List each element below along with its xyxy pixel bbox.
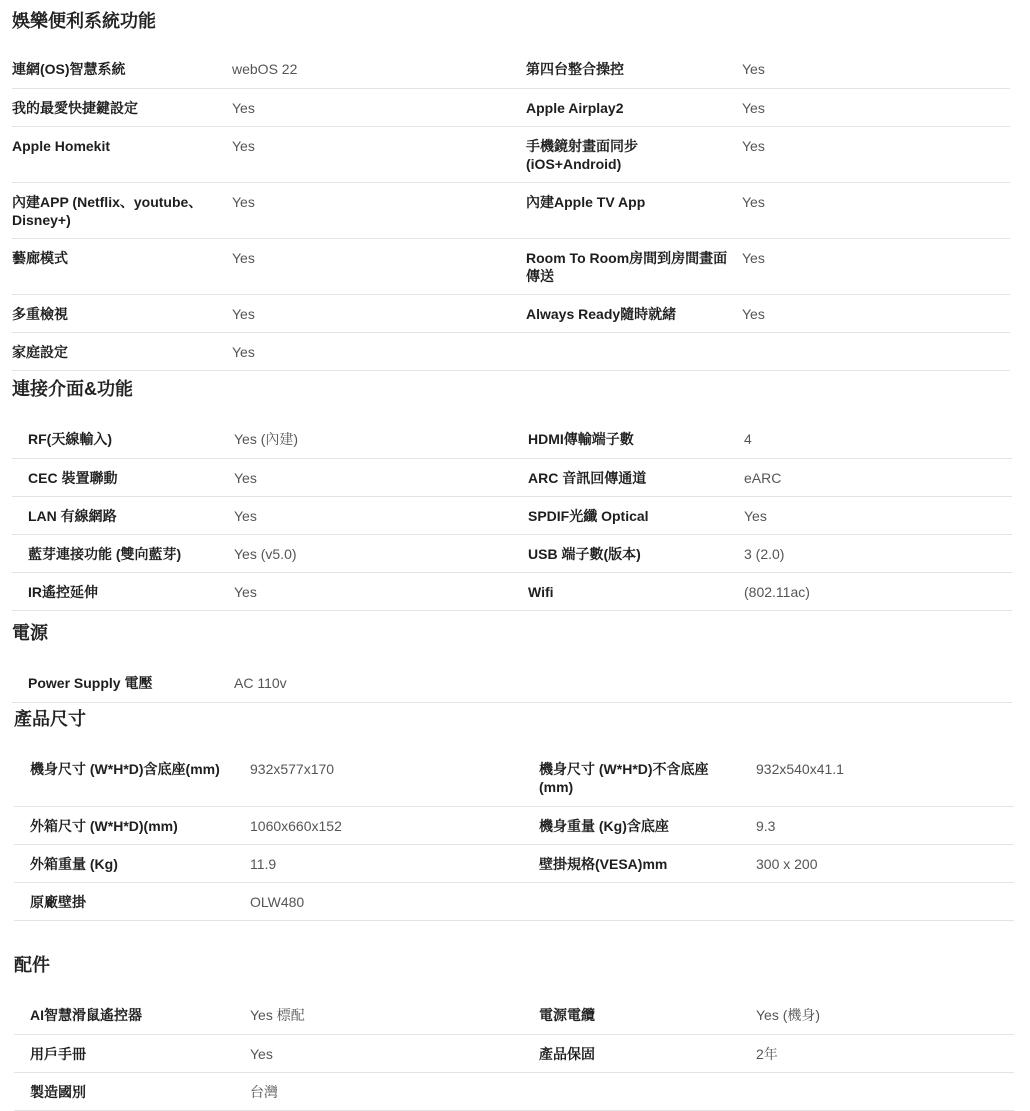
section-title: 配件 bbox=[14, 955, 50, 975]
spec-value: Yes bbox=[742, 193, 765, 210]
table-row bbox=[12, 88, 1010, 126]
spec-label: USB 端子數(版本) bbox=[528, 545, 641, 562]
spec-label: 內建Apple TV App bbox=[526, 193, 646, 210]
section-accessories bbox=[14, 954, 1014, 1111]
table-row bbox=[14, 806, 1014, 844]
spec-label: 藝廊模式 bbox=[12, 249, 68, 266]
spec-value bbox=[742, 333, 1010, 351]
spec-value: Yes bbox=[232, 249, 255, 266]
section-entertainment bbox=[12, 10, 1010, 371]
spec-value: Yes bbox=[742, 137, 765, 154]
spec-value: 1060x660x152 bbox=[250, 817, 342, 834]
spec-label bbox=[539, 883, 746, 901]
spec-value: Yes (內建) bbox=[234, 431, 299, 447]
spec-label: 連網(OS)智慧系統 bbox=[12, 61, 126, 77]
section-power bbox=[12, 622, 1012, 703]
spec-label bbox=[528, 664, 744, 682]
spec-value: Yes bbox=[234, 583, 257, 600]
spec-value: Yes bbox=[234, 469, 257, 486]
section-connectivity bbox=[12, 378, 1012, 611]
table-row bbox=[12, 182, 1010, 238]
spec-value: 932x540x41.1 bbox=[756, 761, 844, 777]
spec-label: 我的最愛快捷鍵設定 bbox=[12, 99, 138, 116]
spec-value: Yes bbox=[232, 343, 255, 360]
table-row bbox=[12, 572, 1012, 610]
spec-label: 製造國別 bbox=[30, 1083, 86, 1100]
spec-label: Wifi bbox=[528, 583, 554, 600]
spec-label: 電源電纜 bbox=[539, 1007, 595, 1023]
spec-value: Yes bbox=[742, 305, 765, 322]
table-row bbox=[12, 238, 1010, 294]
spec-label: HDMI傳輸端子數 bbox=[528, 431, 634, 447]
table-row bbox=[14, 750, 1014, 806]
spec-table bbox=[12, 420, 1012, 611]
spec-value: Yes bbox=[742, 61, 765, 77]
spec-value: 11.9 bbox=[250, 855, 277, 872]
spec-value: webOS 22 bbox=[232, 61, 298, 77]
spec-label bbox=[526, 333, 742, 351]
spec-value: (802.11ac) bbox=[744, 583, 810, 600]
spec-label: 機身尺寸 (W*H*D)含底座(mm) bbox=[30, 761, 220, 777]
spec-label: RF(天線輸入) bbox=[28, 431, 112, 447]
spec-value: Yes bbox=[234, 507, 257, 524]
spec-value bbox=[756, 883, 1014, 901]
spec-label: 產品保固 bbox=[539, 1045, 595, 1062]
spec-value: 932x577x170 bbox=[250, 761, 335, 777]
spec-value: Yes 標配 bbox=[250, 1007, 305, 1023]
spec-label: 家庭設定 bbox=[12, 343, 68, 360]
spec-value: Yes bbox=[744, 507, 767, 524]
spec-label: Power Supply 電壓 bbox=[28, 675, 153, 691]
spec-label: ARC 音訊回傳通道 bbox=[528, 469, 647, 486]
spec-value: Yes bbox=[742, 99, 765, 116]
table-row bbox=[14, 1072, 1014, 1110]
spec-label: 用戶手冊 bbox=[30, 1045, 86, 1062]
spec-value: 3 (2.0) bbox=[744, 545, 785, 562]
spec-value: eARC bbox=[744, 469, 782, 486]
spec-label: Apple Homekit bbox=[12, 137, 111, 154]
spec-label: 內建APP (Netflix、youtube、Disney+) bbox=[12, 193, 203, 228]
spec-label: 多重檢視 bbox=[12, 305, 68, 322]
spec-value: Yes (機身) bbox=[756, 1007, 821, 1023]
spec-value: 4 bbox=[744, 431, 752, 447]
spec-label: IR遙控延伸 bbox=[28, 583, 98, 600]
spec-table bbox=[14, 996, 1014, 1111]
table-row bbox=[12, 332, 1010, 370]
spec-label: 外箱尺寸 (W*H*D)(mm) bbox=[30, 817, 178, 834]
spec-label: 原廠壁掛 bbox=[30, 893, 86, 910]
spec-label: SPDIF光纖 Optical bbox=[528, 507, 649, 524]
spec-value: Yes bbox=[232, 193, 255, 210]
spec-label: 手機鏡射畫面同步(iOS+Android) bbox=[526, 137, 638, 172]
spec-value: OLW480 bbox=[250, 893, 305, 910]
table-row bbox=[14, 1034, 1014, 1072]
section-title: 電源 bbox=[12, 623, 48, 643]
table-row bbox=[12, 496, 1012, 534]
spec-value: AC 110v bbox=[234, 675, 287, 691]
spec-label: 壁掛規格(VESA)mm bbox=[539, 855, 668, 872]
spec-value: 2年 bbox=[756, 1045, 778, 1062]
spec-label: 機身重量 (Kg)含底座 bbox=[539, 817, 669, 834]
spec-value bbox=[756, 1073, 1014, 1091]
spec-table bbox=[12, 50, 1010, 371]
section-title: 娛樂便利系統功能 bbox=[12, 11, 156, 31]
table-row bbox=[12, 126, 1010, 182]
spec-value: Yes bbox=[232, 99, 255, 116]
section-title: 連接介面&功能 bbox=[12, 379, 133, 399]
spec-value: Yes bbox=[742, 249, 765, 266]
table-row bbox=[14, 882, 1014, 920]
spec-table bbox=[14, 750, 1014, 921]
spec-label: 第四台整合操控 bbox=[526, 61, 624, 77]
spec-value: Yes bbox=[250, 1045, 273, 1062]
spec-label: CEC 裝置聯動 bbox=[28, 469, 118, 486]
table-row bbox=[14, 844, 1014, 882]
spec-label: 藍芽連接功能 (雙向藍芽) bbox=[28, 545, 182, 562]
spec-label: Room To Room房間到房間畫面傳送 bbox=[526, 249, 728, 284]
spec-label: AI智慧滑鼠遙控器 bbox=[30, 1007, 142, 1023]
spec-label: 外箱重量 (Kg) bbox=[30, 855, 118, 872]
spec-value: Yes bbox=[232, 137, 255, 154]
section-title: 產品尺寸 bbox=[14, 709, 86, 729]
table-row bbox=[12, 420, 1012, 458]
spec-value: Yes (v5.0) bbox=[234, 545, 297, 562]
spec-label: LAN 有線網路 bbox=[28, 507, 117, 524]
spec-value: Yes bbox=[232, 305, 255, 322]
table-row bbox=[12, 458, 1012, 496]
table-row bbox=[12, 294, 1010, 332]
spec-table bbox=[12, 664, 1012, 703]
spec-value: 9.3 bbox=[756, 817, 776, 834]
spec-value: 台灣 bbox=[250, 1083, 278, 1100]
section-dimensions bbox=[14, 708, 1014, 921]
spec-label: Always Ready隨時就緒 bbox=[526, 305, 677, 322]
spec-label: Apple Airplay2 bbox=[526, 99, 624, 116]
table-row bbox=[12, 664, 1012, 702]
table-row bbox=[12, 50, 1010, 88]
table-row bbox=[14, 996, 1014, 1034]
spec-value bbox=[744, 664, 1012, 682]
spec-value: 300 x 200 bbox=[756, 855, 818, 872]
table-row bbox=[12, 534, 1012, 572]
spec-label bbox=[539, 1073, 746, 1091]
spec-label: 機身尺寸 (W*H*D)不含底座(mm) bbox=[539, 761, 709, 795]
